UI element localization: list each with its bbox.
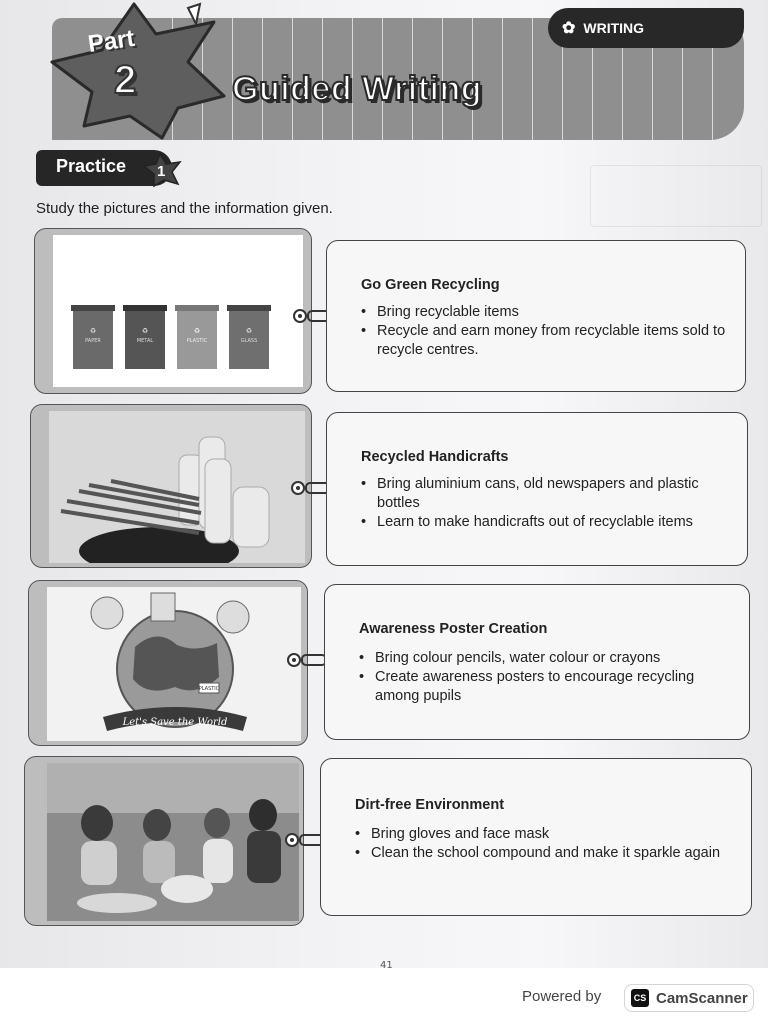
info-box-poster — [324, 584, 750, 740]
activity-bullets — [361, 303, 731, 360]
list-item: • Bring gloves and face mask — [355, 825, 737, 844]
svg-text:METAL: METAL — [136, 338, 154, 344]
svg-text:♻: ♻ — [193, 327, 201, 335]
recycling-bins-photo-frame — [34, 228, 312, 394]
svg-text:♻: ♻ — [245, 327, 253, 335]
activity-bullets — [355, 825, 737, 863]
practice-label-text: Practice — [56, 156, 127, 176]
bin-glass — [227, 305, 271, 369]
activity-bullets — [361, 475, 733, 532]
section-tab-writing — [548, 8, 744, 48]
bin-metal — [123, 305, 167, 369]
list-item: • Bring recyclable items — [361, 303, 731, 322]
cleanup-photo-frame — [24, 756, 304, 926]
star-tip-icon — [188, 4, 200, 24]
camscanner-logo-icon: CS — [631, 989, 649, 1007]
poster-photo-frame — [28, 580, 308, 746]
practice-number-star — [142, 152, 184, 188]
bleed-through-box — [590, 165, 762, 227]
activity-title: Recycled Handicrafts — [361, 449, 509, 465]
camscanner-name: CamScanner — [656, 989, 748, 1007]
section-tab-label: WRITING — [583, 20, 645, 36]
bin-plastic — [175, 305, 219, 369]
list-item: • Learn to make handicrafts out of recyclable items — [361, 513, 733, 532]
svg-text:PLASTIC: PLASTIC — [198, 686, 220, 692]
camscanner-badge — [624, 984, 754, 1012]
instruction-text: Study the pictures and the information given. — [36, 200, 333, 217]
activity-title: Go Green Recycling — [361, 277, 500, 293]
list-item: • Create awareness posters to encourage recycling among pupils — [359, 668, 735, 706]
list-item: • Recycle and earn money from recyclable items sold to recycle centres. — [361, 322, 731, 360]
bin-paper — [71, 305, 115, 369]
svg-text:♻: ♻ — [89, 327, 97, 335]
practice-number: 1 — [157, 163, 166, 180]
list-item: • Bring colour pencils, water colour or crayons — [359, 649, 735, 668]
awareness-poster-image — [47, 587, 301, 741]
star-badge — [38, 0, 238, 140]
handicraft-photo-frame — [30, 404, 312, 568]
activity-bullets — [359, 649, 735, 706]
page-title: Guided Writing — [232, 70, 483, 108]
activity-title: Dirt-free Environment — [355, 797, 505, 813]
powered-by-text: Powered by — [522, 988, 602, 1005]
info-box-handicrafts — [326, 412, 748, 566]
cleanup-volunteers-image — [47, 763, 299, 921]
recyclables-image — [49, 411, 305, 563]
part-label: Part — [86, 24, 137, 59]
activity-title: Awareness Poster Creation — [359, 621, 548, 637]
svg-text:PLASTIC: PLASTIC — [186, 338, 208, 344]
list-item: • Clean the school compound and make it sparkle again — [355, 844, 737, 863]
poster-banner-text: Let's Save the World — [122, 717, 228, 728]
info-box-recycling — [326, 240, 746, 392]
svg-text:PAPER: PAPER — [85, 338, 101, 344]
flower-icon: ✿ — [562, 20, 576, 37]
svg-text:♻: ♻ — [141, 327, 149, 335]
list-item: • Bring aluminium cans, old newspapers and plastic bottles — [361, 475, 733, 513]
info-box-environment — [320, 758, 752, 916]
page-number: 41 — [380, 960, 393, 968]
recycling-bins-image — [53, 235, 303, 387]
part-number: 2 — [114, 58, 137, 102]
svg-text:GLASS: GLASS — [240, 338, 258, 344]
